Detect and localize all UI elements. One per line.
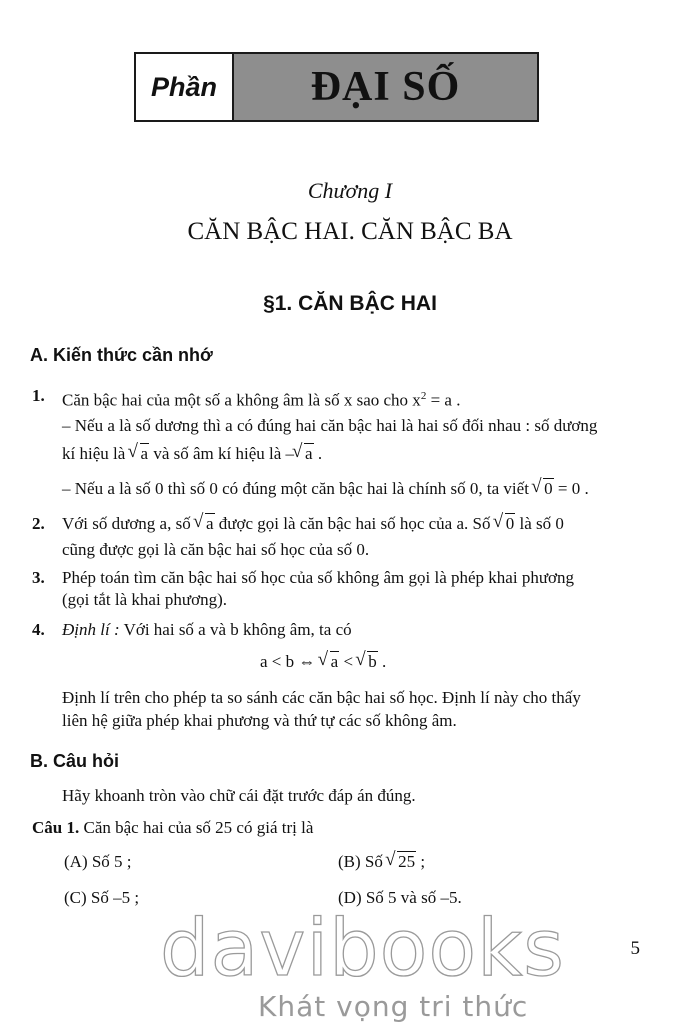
- item-1-line-1: Căn bậc hai của một số a không âm là số x sao cho $x^2 = a$ .: [62, 390, 461, 410]
- item-3-line-2: (gọi tắt là khai phương).: [62, 590, 228, 609]
- item-1-line-3: kí hiệu là √ a và số âm kí hiệu là –√ a .: [62, 444, 322, 464]
- item-4-line-3: liên hệ giữa phép khai phương và thứ tự các số không âm.: [62, 711, 457, 730]
- question-1-option-d[interactable]: (D) Số 5 và số –5.: [338, 888, 462, 907]
- item-4-line-2: Định lí trên cho phép ta so sánh các căn bậc hai số học. Định lí này cho thấy: [62, 688, 581, 707]
- page-number: 5: [630, 938, 640, 959]
- watermark-logo: davibooks: [160, 904, 565, 994]
- part-header: [134, 52, 539, 122]
- theorem-formula: a < b ⇔ √ a < √ b .: [260, 652, 386, 672]
- theorem-label: Định lí :: [62, 620, 120, 639]
- item-1-line-2: – Nếu a là số dương thì a có đúng hai căn bậc hai là hai số đối nhau : số dương: [62, 416, 598, 435]
- question-instruction: Hãy khoanh tròn vào chữ cái đặt trước đáp án đúng.: [62, 786, 416, 805]
- part-label: Phần: [136, 54, 234, 120]
- item-3-line-1: Phép toán tìm căn bậc hai số học của số không âm gọi là phép khai phương: [62, 568, 575, 587]
- item-4-number: 4.: [32, 620, 45, 639]
- chapter-label: Chương I: [307, 178, 393, 203]
- item-3-number: 3.: [32, 568, 45, 587]
- section-a-heading: A. Kiến thức cần nhớ: [30, 345, 213, 365]
- section-b-heading: B. Câu hỏi: [30, 751, 119, 771]
- watermark-slogan: Khát vọng tri thức: [258, 990, 529, 1023]
- section-title: §1. CĂN BẬC HAI: [263, 292, 437, 315]
- question-1-option-b[interactable]: (B) Số √ 25 ;: [338, 852, 425, 872]
- chapter-title: CĂN BẬC HAI. CĂN BẬC BA: [187, 218, 513, 245]
- part-title: ĐẠI SỐ: [234, 54, 537, 120]
- item-2-number: 2.: [32, 514, 45, 533]
- question-1-option-c[interactable]: (C) Số –5 ;: [64, 888, 140, 907]
- question-1-stem: Câu 1. Căn bậc hai của số 25 có giá trị là: [32, 818, 314, 837]
- item-4-line-1: Định lí : Với hai số a và b không âm, ta có: [62, 620, 352, 639]
- item-2-line-2: cũng được gọi là căn bậc hai số học của số 0.: [62, 540, 370, 559]
- question-1-option-a[interactable]: (A) Số 5 ;: [64, 852, 132, 871]
- item-2-line-1: Với số dương a, số √ a được gọi là căn bậc hai số học của a. Số √ 0 là số 0: [62, 514, 564, 534]
- item-1-number: 1.: [32, 386, 45, 405]
- item-1-line-4: – Nếu a là số 0 thì số 0 có đúng một căn bậc hai là chính số 0, ta viết √ 0 = 0 .: [62, 479, 589, 499]
